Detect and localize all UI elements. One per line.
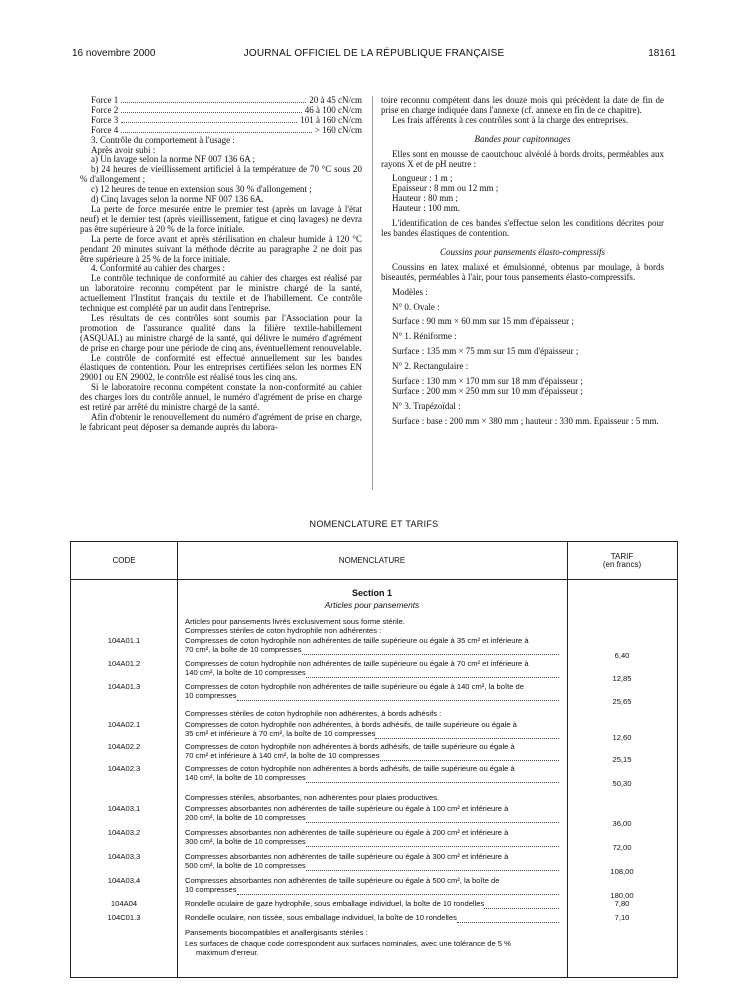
paragraph: b) 24 heures de vieillissement artificiel à la température de 70 °C sous 20 % d'allongement ;: [80, 164, 362, 185]
column-divider: [372, 96, 373, 490]
force-row: Force 1 20 à 45 cN/cm: [91, 95, 362, 105]
force-row: Force 4 > 160 cN/cm: [91, 124, 362, 135]
header-nomenclature: NOMENCLATURE: [338, 555, 406, 565]
paragraph: Elles sont en mousse de caoutchouc alvéolé à bords droits, perméables aux rayons X et de pH neutre :: [381, 148, 664, 169]
table-body: Section 1 Articles pour pansements Articles pour pansements livrés exclusivement sous forme stérile. Compresses stériles de coton hydrophile non adhérentes : 104A01.1 Compresses de coton hydrophile non adhérentes de taille supérieure ou égale à 35 cm² et inférieure à 70 cm², la boîte de 10 compresses 6,40 104A01.2 Compresses de coton hydrophile non adhérentes de taille supérieure ou égale à 70 cm² et inférieure à 140 cm², la boîte de 10 compresses 12,85 104A01.3 Compresses de coton hydrophile non adhérentes de taille supérieure ou égale à 140 cm², la boîte de 10 compresses 25,65 Compresses stériles de coton hydrophile non adhérentes, à bords adhésifs : 104A02.1 Compresses de coton hydrophile non adhérentes, à bords adhésifs, de taille supérieure ou égale à 35 cm² et inférieure à 70 cm², la boîte de 10 compresses 12,60 104A02.2 Compresses de coton hydrophile non adhérentes à bords adhésifs, de taille supérieure ou égale à 70 cm² et inférieure à 140 cm², la boîte de 10 compresses 25,15 104A02.3 Compresses de coton hydrophile non adhérentes à bords adhésifs, de taille supérieure ou égale à 140 cm², la boîte de 10 compresses 50,30 Compresses stériles, absorbantes, non adhérentes pour plaies productives. 104A03.1 Compresses absorbantes non adhérentes de taille supérieure ou égale à 100 cm² et inférieure à 200 cm², la boîte de 10 compresses 36,00 104A03.2 Compresses absorbantes non adhérentes de taille supérieure ou égale à 200 cm² et inférieure à 300 cm², la boîte de 10 compresses 72,00 104A03.3 Compresses absorbantes non adhérentes de taille supérieure ou égale à 300 cm² et inférieure à 500 cm², la boîte de 10 compresses 108,00 104A03.4 Compresses absorbantes non adhérentes de taille supérieure ou égale à 500 cm², la boîte de 10 compresses 180,00 104A04 Rondelle oculaire de gaze hydrophile, sous emballage individuel, la boîte de 10 rondelles 7,80 104C01.3 Rondelle oculaire, non tissée, sous emballage individuel, la boîte de 10 rondelles 7,10 Pansements biocompatibles et anallergisants stériles : Les surfaces de chaque code correspondent aux surfaces nominales, avec une tolérance de 5 % maximum d'erreur.: [107, 588, 634, 957]
paragraph: c) 12 heures de tenue en extension sous 30 % d'allongement ;: [91, 184, 312, 195]
paragraph: N° 1. Réniforme :: [392, 331, 457, 342]
paragraph: Surface : 130 mm × 170 mm sur 18 mm d'épaisseur ;: [392, 376, 583, 387]
paragraph: 4. Conformité au cahier des charges :: [91, 263, 226, 274]
paragraph: Coussins en latex malaxé et émulsionné, obtenus par moulage, à bords biseautés, perméables à l'air, pour tous pansements élasto-compressifs.: [381, 261, 664, 282]
left-column: [80, 96, 362, 433]
paragraph: Les frais afférents à ces contrôles sont à la charge des entreprises.: [392, 114, 629, 125]
paragraph: Le contrôle technique de conformité au cahier des charges est réalisé par un laboratoire reconnu compétent par le ministre chargé de la santé, actuellement l'Institut français du textile et de l'habillement. Ce contrôle technique est complété par un audit dans l'entreprise.: [80, 273, 362, 314]
paragraph: La perte de force avant et après stérilisation en chaleur humide à 120 °C pendant 20 minutes suivant la méthode décrite au paragraphe 2 ne doit pas être supérieure à 25 % de la force initiale.: [80, 233, 362, 264]
paragraph: Hauteur : 80 mm ;: [392, 193, 458, 204]
table-header: [71, 542, 677, 580]
nomenclature-table: [70, 541, 678, 978]
paragraph: N° 0. Ovale :: [392, 301, 440, 312]
page-number: 18161: [648, 48, 676, 59]
paragraph: Le contrôle de conformité est effectué annuellement sur les bandes élastiques de contention. Pour les entreprises certifiées selon les normes EN 29001 ou EN 29002, le contrôle est réalisé tous les cinq ans.: [80, 352, 362, 383]
header-code: CODE: [112, 555, 136, 565]
paragraph: Surface : base : 200 mm × 380 mm ; hauteur : 330 mm. Epaisseur : 5 mm.: [392, 415, 659, 426]
paragraph: 3. Contrôle du comportement à l'usage :: [91, 134, 235, 145]
paragraph: Surface : 200 mm × 250 mm sur 10 mm d'épaisseur ;: [392, 385, 583, 396]
paragraph: Afin d'obtenir le renouvellement du numéro d'agrément de prise en charge, le fabricant peut déposer sa demande auprès du labora-: [80, 412, 362, 432]
journal-title: JOURNAL OFFICIEL DE LA RÉPUBLIQUE FRANÇAISE: [243, 48, 505, 59]
section-heading: Coussins pour pansements élasto-compressifs: [440, 246, 605, 257]
header-tarif: TARIF (en francs): [602, 551, 642, 569]
section-subtitle: Articles pour pansements: [324, 600, 420, 610]
paragraph: L'identification de ces bandes s'effectue selon les conditions décrites pour les bandes élastiques de contention.: [381, 218, 664, 238]
paragraph: N° 2. Rectangulaire :: [392, 361, 469, 372]
section-title: Section 1: [351, 588, 392, 598]
section-heading: Bandes pour capitonnages: [474, 133, 571, 144]
paragraph: toire reconnu compétent dans les douze mois qui précèdent la date de fin de prise en charge indiquée dans l'annexe (cf. annexe en fin de ce chapitre).: [381, 95, 664, 115]
paragraph: La perte de force mesurée entre le premier test (après un lavage à l'état neuf) et le dernier test (après vieillissement, fatigue et cinq lavages) ne devra pas être supérieure à 20 % de la force initiale.: [80, 203, 362, 234]
paragraph: N° 3. Trapézoïdal :: [392, 400, 461, 411]
paragraph: Après avoir subi :: [91, 144, 156, 155]
force-row: Force 2 46 à 100 cN/cm: [91, 104, 362, 115]
nomenclature-title: NOMENCLATURE ET TARIFS: [309, 519, 439, 529]
paragraph: Surface : 90 mm × 60 mm sur 15 mm d'épaisseur ;: [392, 316, 574, 327]
force-row: Force 3 101 à 160 cN/cm: [91, 114, 362, 125]
page-header: [72, 48, 676, 62]
paragraph: Modèles :: [392, 286, 428, 297]
paragraph: Surface : 135 mm × 75 mm sur 15 mm d'épaisseur ;: [392, 346, 579, 357]
paragraph: Les résultats de ces contrôles sont soumis par l'Association pour la promotion de l'assurance qualité dans la filière textile-habillement (ASQUAL) au ministre chargé de la santé, qui délivre le numéro d'agrément de prise en charge pour une période de cinq ans, éventuellement renouvelable.: [80, 312, 362, 353]
paragraph: d) Cinq lavages selon la norme NF 007 136 6A.: [91, 194, 264, 205]
paragraph: Hauteur : 100 mm.: [392, 203, 460, 214]
paragraph: Si le laboratoire reconnu compétent constate la non-conformité au cahier des charges lors du contrôle annuel, le numéro d'agrément de prise en charge est retiré par arrêté du ministre chargé de la santé.: [80, 382, 362, 413]
paragraph: a) Un lavage selon la norme NF 007 136 6A ;: [91, 154, 255, 165]
publication-date: 16 novembre 2000: [72, 48, 156, 59]
right-column: [381, 96, 664, 427]
paragraph: Longueur : 1 m ;: [392, 173, 453, 184]
paragraph: Epaisseur : 8 mm ou 12 mm ;: [392, 183, 499, 194]
